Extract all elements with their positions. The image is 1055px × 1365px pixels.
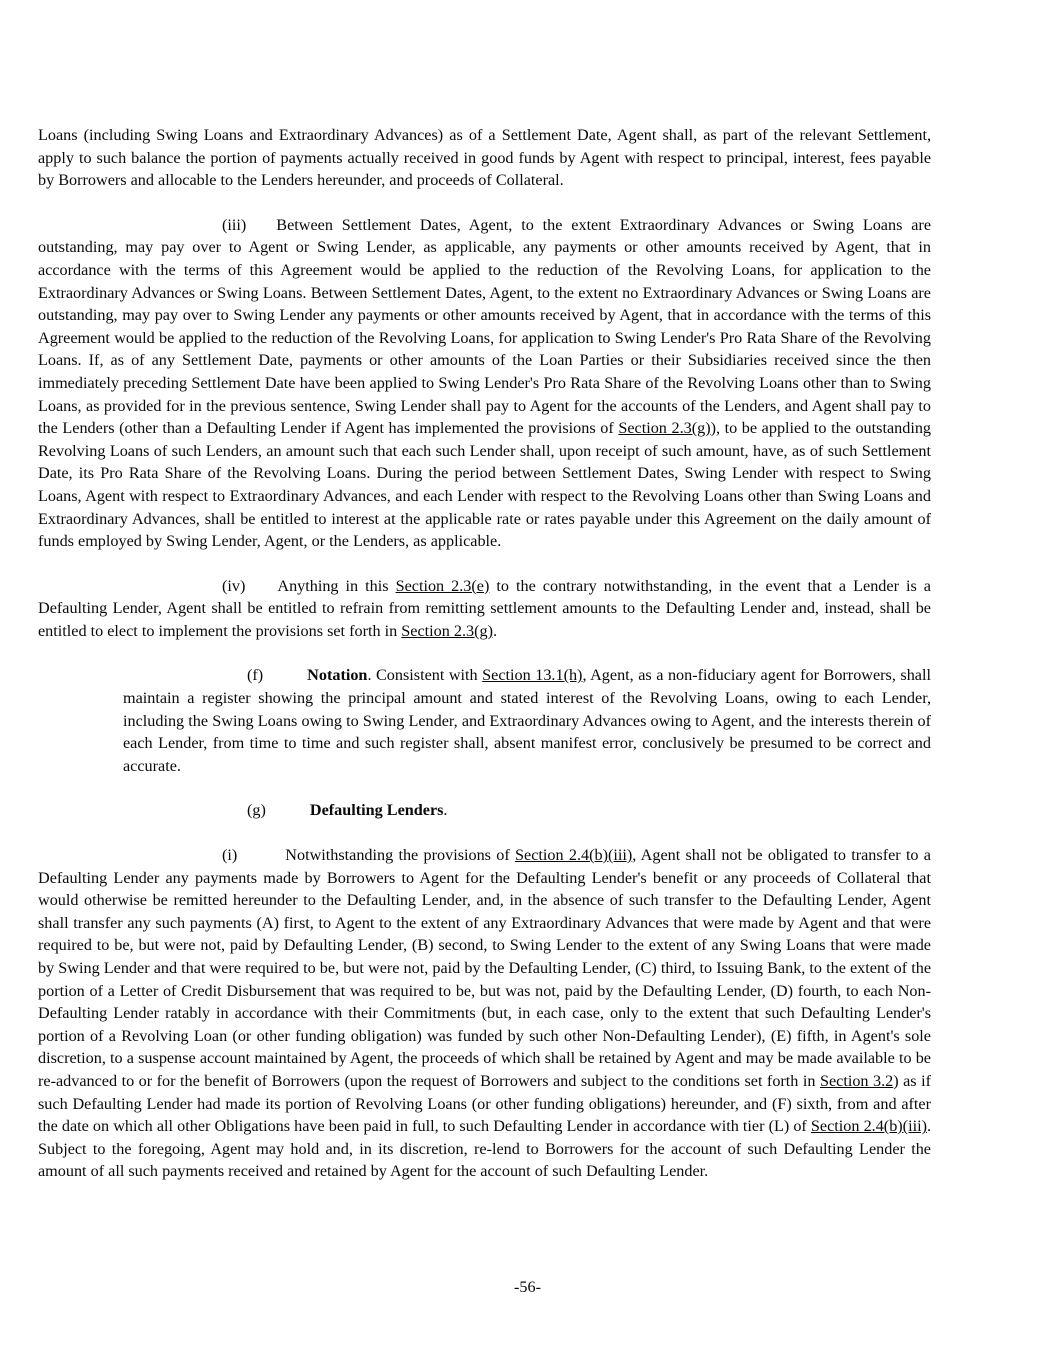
tab-space (263, 679, 307, 680)
paragraph-i (38, 844, 931, 1183)
section-reference: Section 2.4(b)(iii) (515, 846, 633, 865)
tab-space (245, 590, 277, 591)
text-run: (f) (247, 666, 264, 685)
paragraph-iii (38, 214, 931, 553)
paragraph-continuation (38, 124, 931, 192)
text-run: (g) (247, 801, 266, 820)
text-run: ), to be applied to the outstanding Revolving Loans of such Lenders, an amount such that each such Lender shall, upon receipt of such amount, have, as of such Settlement Date, its Pro Rata Share of the Revolving Loans. During the period between Settlement Dates, Swing Lender with respect to Swing Loans, Agent with respect to Extraordinary Advances, and each Lender with respect to the Revolving Loans other than Swing Loans and Extraordinary Advances, shall be entitled to interest at the applicable rate or rates payable under this Agreement on the daily amount of funds employed by Swing Lender, Agent, or the Lenders, as applicable. (38, 419, 932, 551)
paragraph-f-notation (123, 664, 931, 777)
text-run: (iv) (222, 576, 246, 595)
text-run: . (443, 801, 448, 820)
page-number: -56- (514, 1278, 541, 1296)
tab-space (237, 859, 285, 860)
text-run: Notwithstanding the provisions of (285, 846, 516, 865)
paragraph-g-defaulting-lenders (123, 799, 931, 822)
text-run: (i) (222, 846, 238, 865)
heading-defaulting-lenders: Defaulting Lenders (309, 801, 444, 820)
section-reference: Section 13.1(h) (482, 666, 583, 685)
text-run: Loans (including Swing Loans and Extraordinary Advances) as of a Settlement Date, Agent shall, as part of the relevant Settlement, apply to such balance the portion of payments actually received in good funds by Agent with respect to principal, interest, fees payable by Borrowers and allocable to the Lenders hereunder, and proceeds of Collateral. (38, 126, 931, 190)
tab-space (266, 814, 310, 815)
text-run: Between Settlement Dates, Agent, to the extent Extraordinary Advances or Swing Loans are outstanding, may pay over to Agent or Swing Lender, as applicable, any payments or other amounts received by Agent, that in accordance with the terms of this Agreement would be applied to the reduction of the Revolving Loans, for application to the Extraordinary Advances or Swing Loans. Between Settlement Dates, Agent, to the extent no Extraordinary Advances or Swing Loans are outstanding, may pay over to Swing Lender any payments or other amounts received by Agent, that in accordance with the terms of this Agreement would be applied to the reduction of the Revolving Loans, for application to Swing Lender's Pro Rata Share of the Revolving Loans. If, as of any Settlement Date, payments or other amounts of the Loan Parties or their Subsidiaries received since the then immediately preceding Settlement Date have been applied to Swing Lender's Pro Rata Share of the Revolving Loans other than to Swing Loans, as provided for in the previous sentence, Swing Lender shall pay to Agent for the accounts of the Lenders, and Agent shall pay to the Lenders (other than a Defaulting Lender if Agent has implemented the provisions of (38, 215, 931, 438)
text-run: . (492, 621, 498, 640)
text-run: . Consistent with (367, 666, 483, 685)
text-run: to the contrary notwithstanding, in the event that a Lender is a Defaulting Lender, Agent shall be entitled to refrain from remitting settlement amounts to the Defaulting Lender and, instead, shall be entitled to elect to implement the provisions set forth in (38, 576, 931, 640)
paragraph-iv (38, 575, 931, 643)
text-run: ) as if such Defaulting Lender had made its portion of Revolving Loans (or other funding obligations) hereunder, and (F) sixth, from and after the date on which all other Obligations have been paid in full, to such Defaulting Lender in accordance with tier (L) of (38, 1071, 931, 1136)
section-reference: Section 3.2 (819, 1071, 894, 1090)
text-run: Anything in this (277, 576, 396, 595)
heading-notation: Notation (307, 666, 368, 685)
text-run: , Agent shall not be obligated to transfer to a Defaulting Lender any payments made by Borrowers to Agent for the Defaulting Lender's benefit or any proceeds of Collateral that would otherwise be remitted hereunder to the Defaulting Lender, and, in the absence of such transfer to the Defaulting Lender, Agent shall transfer any such payments (A) first, to Agent to the extent of any Extraordinary Advances that were made by Agent and that were required to be, but were not, paid by Defaulting Lender, (B) second, to Swing Lender to the extent of any Swing Loans that were made by Swing Lender and that were required to be, but were not, paid by the Defaulting Lender, (C) third, to Issuing Bank, to the extent of the portion of a Letter of Credit Disbursement that was required to be, but was not, paid by the Defaulting Lender, (D) fourth, to each Non-Defaulting Lender ratably in accordance with their Commitments (but, in each case, only to the extent that such Defaulting Lender's portion of a Revolving Loan (or other funding obligation) was funded by such other Non-Defaulting Lender), (E) fifth, in Agent's sole discretion, to a suspense account maintained by Agent, the proceeds of which shall be retained by Agent and may be made available to be re-advanced to or for the benefit of Borrowers (upon the request of Borrowers and subject to the conditions set forth in (38, 846, 931, 1090)
document-body (38, 124, 931, 1205)
tab-space (246, 229, 276, 230)
text-run: (iii) (222, 215, 247, 234)
section-reference: Section 2.3(g) (401, 621, 493, 640)
section-reference: Section 2.4(b)(iii) (810, 1117, 927, 1136)
section-reference: Section 2.3(e) (395, 576, 490, 595)
section-reference: Section 2.3(g) (618, 419, 711, 438)
text-run: . Subject to the foregoing, Agent may hold and, in its discretion, re-lend to Borrowers for the account of such Defaulting Lender the amount of all such payments received and retained by Agent for the account of such Defaulting Lender. (38, 1117, 932, 1181)
text-run: , Agent, as a non-fiduciary agent for Borrowers, shall maintain a register showing the principal amount and stated interest of the Revolving Loans, owing to each Lender, including the Swing Loans owing to Swing Lender, and Extraordinary Advances owing to Agent, and the interests therein of each Lender, from time to time and such register shall, absent manifest error, conclusively be presumed to be correct and accurate. (123, 666, 931, 775)
